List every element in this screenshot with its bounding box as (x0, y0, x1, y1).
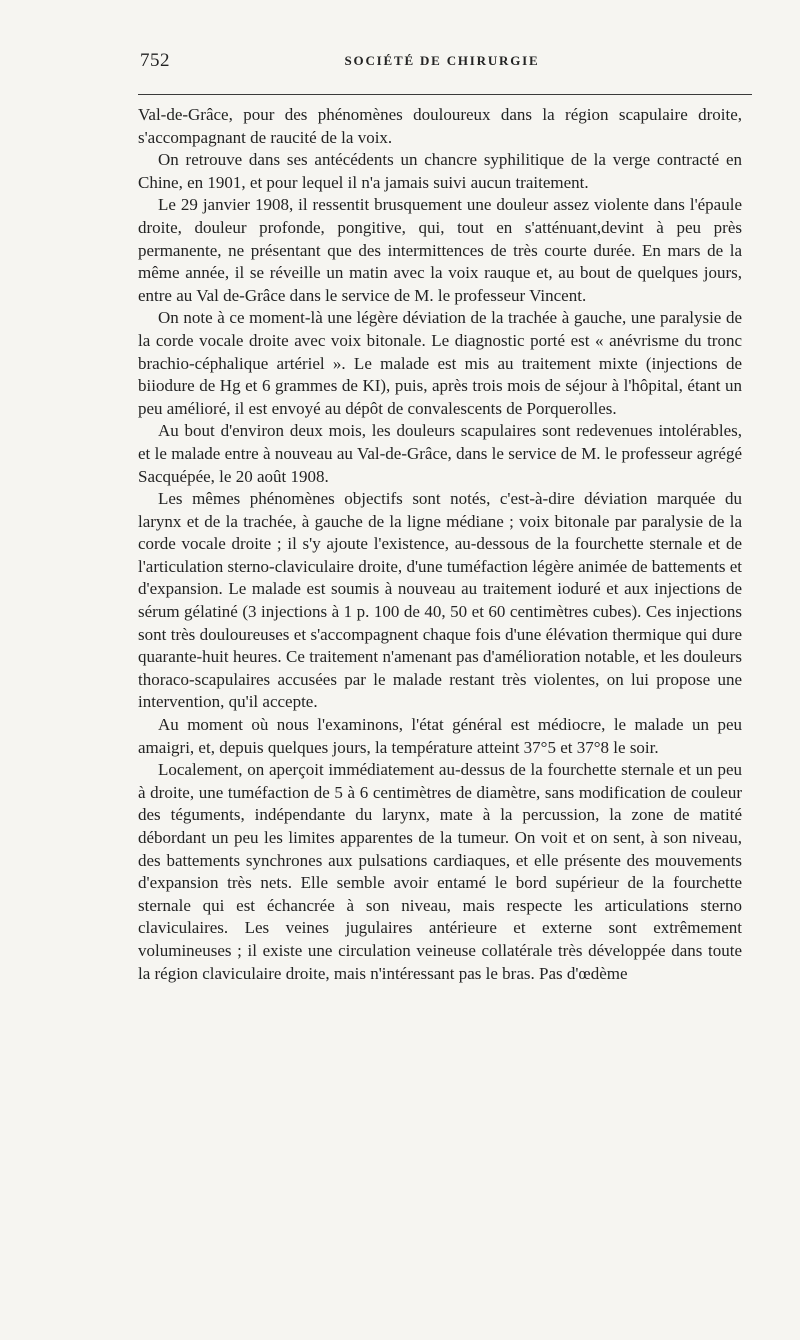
paragraph: Le 29 janvier 1908, il ressentit brusquement une douleur assez violente dans l'épaule droite, douleur profonde, pongitive, qui, tout en s'atténuant,devint à peu près permanente, ne présentant que des intermittences de très courte durée. En mars de la même année, il se réveille un matin avec la voix rauque et, au bout de quelques jours, entre au Val de-Grâce dans le service de M. le professeur Vincent. (138, 195, 742, 305)
paragraph: Localement, on aperçoit immédiatement au-dessus de la fourchette sternale et un peu à droite, une tuméfaction de 5 à 6 centimètres de diamètre, sans modification de couleur des téguments, indépendante du larynx, mate à la percussion, la zone de matité débordant un peu les limites apparentes de la tumeur. On voit et on sent, à son niveau, des battements synchrones aux pulsations cardiaques, et elle présente des mouvements d'expansion très nets. Elle semble avoir entamé le bord supérieur de la fourchette sternale qui est échancrée à son niveau, mais respecte les articulations sterno claviculaires. Les veines jugulaires antérieure et externe sont extrêmement volumineuses ; il existe une circulation veineuse collatérale très développée dans toute la région claviculaire droite, mais n'intéressant pas le bras. Pas d'œdème (138, 760, 742, 983)
paragraph: Au moment où nous l'examinons, l'état général est médiocre, le malade un peu amaigri, et, depuis quelques jours, la température atteint 37°5 et 37°8 le soir. (138, 715, 742, 757)
paragraph: On retrouve dans ses antécédents un chancre syphilitique de la verge contracté en Chine, en 1901, et pour lequel il n'a jamais suivi aucun traitement. (138, 150, 742, 192)
paragraph: Val-de-Grâce, pour des phénomènes douloureux dans la région scapulaire droite, s'accompagnant de raucité de la voix. (138, 105, 742, 147)
body-text (138, 104, 742, 985)
paragraph: Les mêmes phénomènes objectifs sont notés, c'est-à-dire déviation marquée du larynx et de la trachée, à gauche de la ligne médiane ; voix bitonale par paralysie de la corde vocale droite ; il s'y ajoute l'existence, au-dessous de la fourchette sternale et de l'articulation sterno-claviculaire droite, d'une tuméfaction légère animée de battements et d'expansion. Le malade est soumis à nouveau au traitement ioduré et aux injections de sérum gélatiné (3 injections à 1 p. 100 de 40, 50 et 60 centimètres cubes). Ces injections sont très douloureuses et s'accompagnent chaque fois d'une élévation thermique qui dure quarante-huit heures. Ce traitement n'amenant pas d'amélioration notable, et les douleurs thoraco-scapulaires accusées par le malade restant très violentes, on lui propose une intervention, qu'il accepte. (138, 489, 742, 712)
page-header (134, 50, 750, 76)
header-rule (138, 94, 752, 95)
paragraph: On note à ce moment-là une légère déviation de la trachée à gauche, une paralysie de la corde vocale droite avec voix bitonale. Le diagnostic porté est « anévrisme du tronc brachio-céphalique artériel ». Le malade est mis au traitement mixte (injections de biiodure de Hg et 6 grammes de KI), puis, après trois mois de séjour à l'hôpital, étant un peu amélioré, il est envoyé au dépôt de convalescents de Porquerolles. (138, 308, 742, 418)
paragraph: Au bout d'environ deux mois, les douleurs scapulaires sont redevenues intolérables, et le malade entre à nouveau au Val-de-Grâce, dans le service de M. le professeur agrégé Sacquépée, le 20 août 1908. (138, 421, 742, 486)
running-title: SOCIÉTÉ DE CHIRURGIE (344, 53, 540, 68)
page-number: 752 (140, 50, 170, 71)
